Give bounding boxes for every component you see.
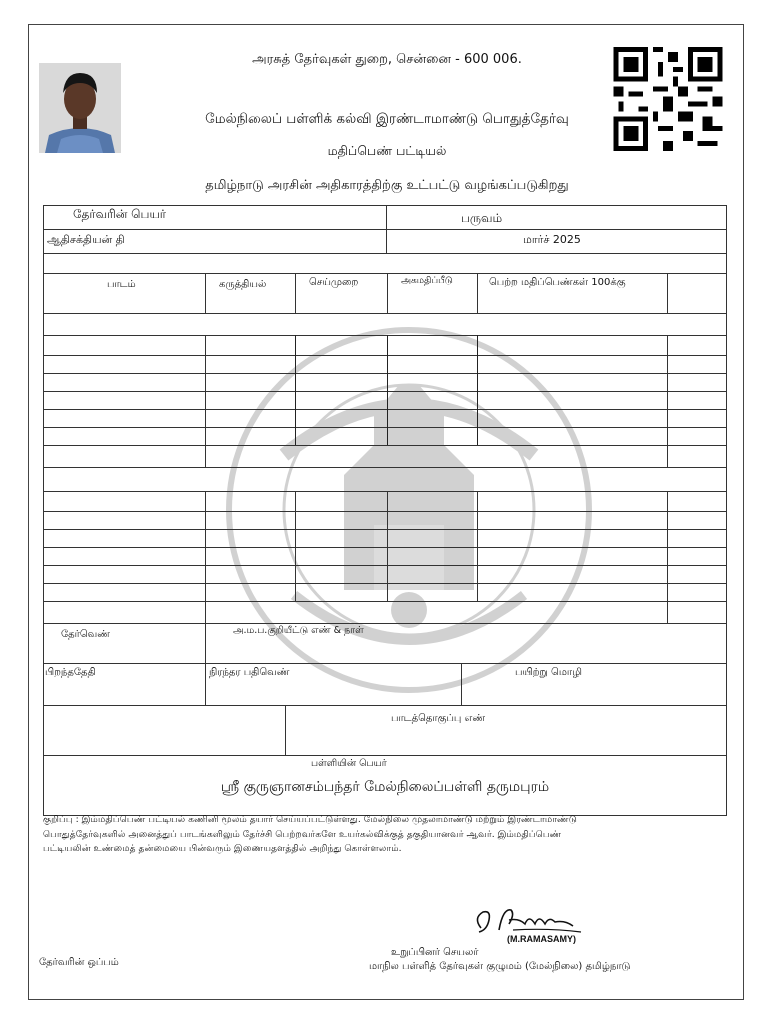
marksheet [28, 24, 744, 1000]
header-internal: அகமதிப்பீடு [401, 276, 453, 286]
session-value: மார்ச் 2025 [523, 233, 581, 246]
signatory-office: மாநில பள்ளித் தேர்வுகள் குழுமம் (மேல்நிலை) தமிழ்நாடு [369, 961, 631, 972]
tmr-code-label: அ.ம.ப.குறியீட்டு எண் & நாள் [233, 625, 364, 636]
medium-label: பயிற்று மொழி [515, 667, 582, 678]
note-line-2: பொதுத்தேர்வுகளில் அனைத்துப் பாடங்களிலும் தேர்ச்சி பெற்றவர்களே உயர்கல்விக்குத் தகுதியானவர் ஆவர். இம்மதிப்பெண் [43, 828, 562, 840]
roll-number-label: தேர்வெண் [61, 629, 110, 640]
candidate-signature-label: தேர்வரின் ஒப்பம் [39, 957, 119, 968]
header-total: பெற்ற மதிப்பெண்கள் 100க்கு [489, 277, 626, 288]
candidate-name-value: ஆதிசக்தியன் தி [47, 233, 125, 246]
exam-title: மேல்நிலைப் பள்ளிக் கல்வி இரண்டாமாண்டு பொதுத்தேர்வு [205, 111, 569, 127]
signatory-name: (M.RAMASAMY) [507, 934, 576, 944]
permanent-reg-label: நிரந்தர பதிவெண் [209, 667, 290, 678]
document-title: மதிப்பெண் பட்டியல் [327, 143, 447, 158]
school-name: ஸ்ரீ குருஞானசம்பந்தர் மேல்நிலைப்பள்ளி தருமபுரம் [220, 779, 550, 795]
school-name-label: பள்ளியின் பெயர் [311, 758, 387, 769]
signatory-designation: உறுப்பினர் செயலர் [391, 947, 479, 958]
authority-line: தமிழ்நாடு அரசின் அதிகாரத்திற்கு உட்பட்டு வழங்கப்படுகிறது [205, 178, 569, 193]
marksheet-grid [43, 205, 727, 815]
note-text [43, 813, 733, 857]
group-code-label: பாடத்தொகுப்பு எண் [391, 713, 486, 724]
note-line-1: குறிப்பு : இம்மதிப்பெண் பட்டியல் கணினி மூலம் தயார் செய்யப்பட்டுள்ளது. மேல்நிலை முதலாமாண்டு மற்றும் இரண்டாமாண்டு [43, 814, 577, 825]
candidate-photo [39, 63, 121, 153]
header-subject: பாடம் [107, 279, 136, 290]
header-theory: கருத்தியல் [219, 279, 267, 290]
dob-label: பிறந்ததேதி [45, 667, 96, 678]
note-line-3: பட்டியலின் உண்மைத் தன்மையை பின்வரும் இணையதளத்தில் அறிந்து கொள்ளலாம். [43, 843, 402, 854]
session-label: பருவம் [461, 211, 503, 225]
candidate-name-label: தேர்வரின் பெயர் [73, 207, 167, 221]
department-line: அரசுத் தேர்வுகள் துறை, சென்னை - 600 006. [252, 52, 522, 67]
header-practical: செய்முறை [309, 277, 359, 288]
